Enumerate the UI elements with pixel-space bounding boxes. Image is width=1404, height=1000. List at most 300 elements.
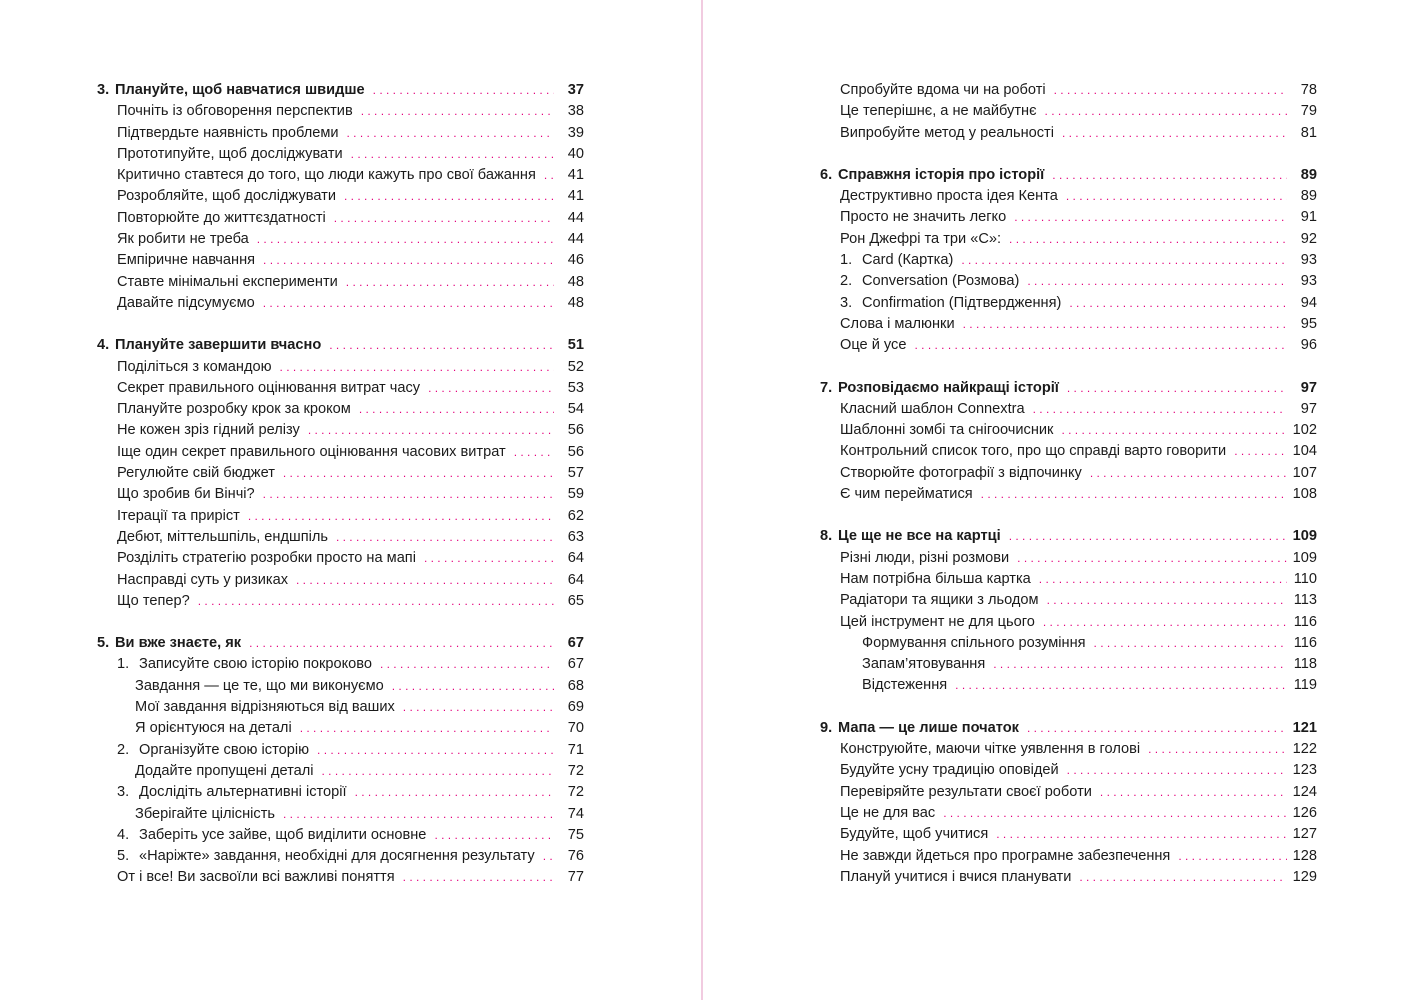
toc-entry <box>97 654 584 675</box>
leader-dots <box>355 782 554 803</box>
toc-chapter-entry <box>820 165 1317 186</box>
leader-dots <box>322 761 554 782</box>
page-number: 92 <box>1300 230 1317 247</box>
toc-entry <box>820 675 1317 696</box>
page-number: 128 <box>1292 847 1317 864</box>
entry-title: Нам потрібна більша картка <box>840 570 1031 587</box>
toc-entry <box>97 740 584 761</box>
page-number: 107 <box>1292 464 1317 481</box>
chapter-number: 5. <box>97 635 110 652</box>
leader-dots <box>283 463 554 484</box>
toc-chapter-entry <box>97 80 584 101</box>
leader-dots <box>993 654 1287 675</box>
page-number: 108 <box>1292 486 1317 503</box>
entry-title: «Наріжте» завдання, необхідні для досягнення результату <box>139 848 535 865</box>
entry-title: Випробуйте метод у реальності <box>840 124 1054 141</box>
leader-dots <box>263 250 554 271</box>
toc-entry <box>97 463 584 484</box>
toc-entry <box>97 846 584 867</box>
page-number: 121 <box>1292 719 1317 736</box>
page-number: 91 <box>1300 209 1317 226</box>
chapter-title: Справжня історія про історії <box>838 166 1045 183</box>
leader-dots <box>296 570 554 591</box>
toc-entry <box>820 271 1317 292</box>
toc-entry <box>820 101 1317 122</box>
toc-entry <box>97 506 584 527</box>
page-number: 97 <box>1300 379 1317 396</box>
entry-title: От і все! Ви засвоїли всі важливі поняття <box>117 869 395 886</box>
toc-entry <box>97 144 584 165</box>
leader-dots <box>514 442 554 463</box>
leader-dots <box>543 846 554 867</box>
toc-chapter-entry <box>97 335 584 356</box>
toc-chapter-group <box>820 378 1317 506</box>
page-number: 95 <box>1300 315 1317 332</box>
item-number: 3. <box>117 784 130 801</box>
page-number: 96 <box>1300 337 1317 354</box>
entry-title: Я орієнтуюся на деталі <box>135 720 292 737</box>
page-number: 64 <box>567 571 584 588</box>
toc-entry <box>820 80 1317 101</box>
leader-dots <box>329 335 554 356</box>
page-number: 124 <box>1292 783 1317 800</box>
entry-title: Відстеження <box>862 677 948 694</box>
page-number: 129 <box>1292 868 1317 885</box>
page-number: 109 <box>1292 549 1317 566</box>
entry-title: Класний шаблон Connextra <box>840 400 1025 417</box>
page-number: 37 <box>567 82 584 98</box>
entry-title: Ітерації та приріст <box>117 507 240 524</box>
page-number: 113 <box>1293 592 1317 609</box>
toc-entry <box>820 867 1317 888</box>
entry-title: Не завжди йдеться про програмне забезпечення <box>840 847 1171 864</box>
page-number: 104 <box>1292 443 1317 460</box>
leader-dots <box>283 804 554 825</box>
leader-dots <box>1009 229 1287 250</box>
leader-dots <box>1062 123 1287 144</box>
toc-entry <box>97 718 584 739</box>
page-number: 102 <box>1292 422 1317 439</box>
chapter-title: Плануйте, щоб навчатися швидше <box>115 82 365 98</box>
leader-dots <box>1079 867 1286 888</box>
leader-dots <box>981 484 1287 505</box>
leader-dots <box>428 378 554 399</box>
page-number: 81 <box>1300 124 1317 141</box>
chapter-title: Ви вже знаєте, як <box>115 635 242 652</box>
entry-title: Підтвердьте наявність проблеми <box>117 124 339 141</box>
page-number: 44 <box>567 231 584 248</box>
entry-title: Як робити не треба <box>117 231 249 248</box>
toc-entry <box>97 676 584 697</box>
page-number: 97 <box>1300 400 1317 417</box>
leader-dots <box>1027 718 1287 739</box>
page-number: 69 <box>567 699 584 716</box>
page-number: 64 <box>567 550 584 567</box>
leader-dots <box>1052 165 1287 186</box>
toc-entry <box>97 399 584 420</box>
entry-title: Перевіряйте результати своєї роботи <box>840 783 1092 800</box>
toc-chapter-group <box>820 718 1317 888</box>
page-number: 93 <box>1300 252 1317 269</box>
toc-chapter-group <box>97 80 584 314</box>
entry-title: Записуйте свою історію покроково <box>139 656 372 673</box>
page-number: 94 <box>1300 294 1317 311</box>
leader-dots <box>249 633 554 654</box>
page-number: 54 <box>567 401 584 418</box>
toc-entry <box>820 824 1317 845</box>
leader-dots <box>434 825 554 846</box>
toc-entry <box>97 761 584 782</box>
entry-title: Завдання — це те, що ми виконуємо <box>135 677 384 694</box>
toc-entry <box>820 484 1317 505</box>
entry-title: Деструктивно проста ідея Кента <box>840 188 1058 205</box>
toc-entry <box>97 101 584 122</box>
page-number: 110 <box>1293 570 1317 587</box>
toc-left-page <box>97 80 584 910</box>
leader-dots <box>198 591 554 612</box>
toc-entry <box>820 803 1317 824</box>
entry-title: Не кожен зріз гідний релізу <box>117 422 300 439</box>
leader-dots <box>317 740 554 761</box>
chapter-number: 4. <box>97 337 110 354</box>
page-number: 41 <box>567 167 584 184</box>
entry-title: Conversation (Розмова) <box>862 273 1020 290</box>
page-number: 122 <box>1292 741 1317 758</box>
item-number: 4. <box>117 826 130 843</box>
toc-entry <box>97 591 584 612</box>
leader-dots <box>1039 569 1287 590</box>
leader-dots <box>392 676 554 697</box>
toc-entry <box>97 229 584 250</box>
leader-dots <box>963 314 1287 335</box>
toc-entry <box>97 123 584 144</box>
page-number: 118 <box>1293 656 1317 673</box>
chapter-title: Розповідаємо найкращі історії <box>838 379 1059 396</box>
toc-entry <box>820 399 1317 420</box>
toc-entry <box>97 442 584 463</box>
entry-title: Формування спільного розуміння <box>862 634 1086 651</box>
page-number: 93 <box>1300 273 1317 290</box>
entry-title: Будуйте, щоб учитися <box>840 826 989 843</box>
entry-title: Різні люди, різні розмови <box>840 549 1010 566</box>
entry-title: Дебют, міттельшпіль, ендшпіль <box>117 528 328 545</box>
entry-title: Створюйте фотографії з відпочинку <box>840 464 1082 481</box>
entry-title: Confirmation (Підтвердження) <box>862 294 1062 311</box>
leader-dots <box>961 250 1287 271</box>
leader-dots <box>1045 101 1287 122</box>
page-number: 57 <box>567 465 584 482</box>
page-number: 53 <box>567 379 584 396</box>
leader-dots <box>1066 186 1287 207</box>
leader-dots <box>300 718 554 739</box>
toc-entry <box>97 484 584 505</box>
leader-dots <box>361 101 554 122</box>
page-number: 71 <box>567 741 584 758</box>
page-number: 126 <box>1292 804 1317 821</box>
item-number: 1. <box>117 656 130 673</box>
page-number: 41 <box>567 188 584 205</box>
page-number: 89 <box>1300 188 1317 205</box>
leader-dots <box>943 803 1286 824</box>
entry-title: Цей інструмент не для цього <box>840 613 1035 630</box>
page-number: 48 <box>567 273 584 290</box>
leader-dots <box>1033 399 1287 420</box>
entry-title: Дослідіть альтернативні історії <box>139 784 347 801</box>
toc-entry <box>820 229 1317 250</box>
entry-title: Секрет правильного оцінювання витрат часу <box>117 379 421 396</box>
entry-title: Давайте підсумуємо <box>117 294 255 311</box>
leader-dots <box>1100 782 1287 803</box>
chapter-number: 6. <box>820 166 833 183</box>
toc-entry <box>820 569 1317 590</box>
toc-chapter-group <box>97 335 584 612</box>
page-number: 63 <box>567 528 584 545</box>
leader-dots <box>351 144 554 165</box>
leader-dots <box>1069 293 1287 314</box>
page-number: 74 <box>567 805 584 822</box>
leader-dots <box>1047 590 1287 611</box>
page-number: 78 <box>1300 82 1317 98</box>
leader-dots <box>1067 378 1287 399</box>
entry-title: Мої завдання відрізняються від ваших <box>135 699 395 716</box>
entry-title: Поділіться з командою <box>117 358 272 375</box>
toc-entry <box>97 527 584 548</box>
page-number: 62 <box>567 507 584 524</box>
entry-title: Плануй учитися і вчися планувати <box>840 868 1072 885</box>
leader-dots <box>308 420 554 441</box>
toc-entry <box>97 208 584 229</box>
page-number: 77 <box>567 869 584 886</box>
toc-entry <box>820 250 1317 271</box>
entry-title: Оце й усе <box>840 337 907 354</box>
toc-entry <box>820 314 1317 335</box>
toc-entry <box>820 633 1317 654</box>
toc-entry <box>97 825 584 846</box>
page-number: 119 <box>1293 677 1317 694</box>
entry-title: Ставте мінімальні експерименти <box>117 273 338 290</box>
toc-entry <box>97 548 584 569</box>
entry-title: Слова і малюнки <box>840 315 955 332</box>
leader-dots <box>1043 612 1287 633</box>
page-number: 51 <box>567 337 584 354</box>
leader-dots <box>263 293 554 314</box>
entry-title: Є чим перейматися <box>840 486 973 503</box>
leader-dots <box>1017 548 1286 569</box>
toc-entry <box>820 760 1317 781</box>
toc-entry <box>97 867 584 888</box>
entry-title: Розділіть стратегію розробки просто на мапі <box>117 550 416 567</box>
leader-dots <box>914 335 1287 356</box>
chapter-number: 7. <box>820 379 833 396</box>
toc-entry <box>820 207 1317 228</box>
entry-title: Додайте пропущені деталі <box>135 762 314 779</box>
entry-title: Що зробив би Вінчі? <box>117 486 255 503</box>
leader-dots <box>280 357 554 378</box>
item-number: 2. <box>117 741 130 758</box>
leader-dots <box>1014 207 1287 228</box>
page-number: 127 <box>1292 826 1317 843</box>
entry-title: Прототипуйте, щоб досліджувати <box>117 145 343 162</box>
toc-entry <box>97 420 584 441</box>
entry-title: Організуйте свою історію <box>139 741 310 758</box>
leader-dots <box>248 506 554 527</box>
page-number: 56 <box>567 443 584 460</box>
entry-title: Заберіть усе зайве, щоб виділити основне <box>139 826 427 843</box>
item-number: 3. <box>840 294 853 311</box>
toc-entry <box>820 612 1317 633</box>
page-gutter <box>701 0 703 1000</box>
chapter-title: Це ще не все на картці <box>838 528 1001 545</box>
entry-title: Радіатори та ящики з льодом <box>840 592 1039 609</box>
leader-dots <box>344 186 554 207</box>
leader-dots <box>1067 760 1287 781</box>
toc-entry <box>820 463 1317 484</box>
toc-entry <box>820 123 1317 144</box>
toc-chapter-group <box>820 80 1317 144</box>
leader-dots <box>1027 271 1287 292</box>
page-number: 116 <box>1293 634 1317 651</box>
leader-dots <box>346 272 554 293</box>
entry-title: Рон Джефрі та три «С»: <box>840 230 1002 247</box>
item-number: 1. <box>840 252 853 269</box>
leader-dots <box>996 824 1286 845</box>
chapter-number: 9. <box>820 719 833 736</box>
leader-dots <box>1009 526 1287 547</box>
entry-title: Це не для вас <box>840 804 936 821</box>
toc-chapter-group <box>820 526 1317 696</box>
toc-entry <box>820 335 1317 356</box>
toc-entry <box>97 186 584 207</box>
entry-title: Просто не значить легко <box>840 209 1007 226</box>
toc-entry <box>97 697 584 718</box>
leader-dots <box>334 208 554 229</box>
page-number: 67 <box>567 656 584 673</box>
page-number: 109 <box>1292 528 1317 545</box>
leader-dots <box>1148 739 1287 760</box>
leader-dots <box>1094 633 1287 654</box>
toc-entry <box>97 272 584 293</box>
page-number: 52 <box>567 358 584 375</box>
toc-entry <box>97 804 584 825</box>
entry-title: Емпіричне навчання <box>117 252 256 269</box>
toc-entry <box>97 293 584 314</box>
entry-title: Іще один секрет правильного оцінювання часових витрат <box>117 443 506 460</box>
entry-title: Це теперішнє, а не майбутнє <box>840 103 1037 120</box>
leader-dots <box>380 654 554 675</box>
entry-title: Повторюйте до життєздатності <box>117 209 326 226</box>
entry-title: Плануйте розробку крок за кроком <box>117 401 351 418</box>
page-number: 76 <box>567 848 584 865</box>
toc-chapter-entry <box>820 378 1317 399</box>
toc-entry <box>820 186 1317 207</box>
entry-title: Card (Картка) <box>862 252 954 269</box>
toc-entry <box>820 782 1317 803</box>
page-number: 38 <box>567 103 584 120</box>
toc-entry <box>97 165 584 186</box>
entry-title: Критично ставтеся до того, що люди кажуть про свої бажання <box>117 167 536 184</box>
item-number: 2. <box>840 273 853 290</box>
toc-entry <box>820 590 1317 611</box>
toc-chapter-entry <box>820 526 1317 547</box>
leader-dots <box>424 548 554 569</box>
toc-entry <box>820 548 1317 569</box>
toc-entry <box>820 293 1317 314</box>
page-number: 39 <box>567 124 584 141</box>
entry-title: Зберігайте цілісність <box>135 805 275 822</box>
page-number: 123 <box>1292 762 1317 779</box>
chapter-number: 8. <box>820 528 833 545</box>
leader-dots <box>1234 441 1286 462</box>
leader-dots <box>263 484 554 505</box>
entry-title: Спробуйте вдома чи на роботі <box>840 82 1046 98</box>
page-number: 116 <box>1293 613 1317 630</box>
page-number: 56 <box>567 422 584 439</box>
page-number: 65 <box>567 592 584 609</box>
entry-title: Будуйте усну традицію оповідей <box>840 762 1059 779</box>
entry-title: Що тепер? <box>117 592 190 609</box>
page-number: 67 <box>567 635 584 652</box>
page-number: 59 <box>567 486 584 503</box>
toc-entry <box>97 357 584 378</box>
leader-dots <box>403 697 554 718</box>
leader-dots <box>1054 80 1287 101</box>
leader-dots <box>336 527 554 548</box>
entry-title: Розробляйте, щоб досліджувати <box>117 188 337 205</box>
toc-chapter-entry <box>820 718 1317 739</box>
leader-dots <box>544 165 554 186</box>
toc-entry <box>97 250 584 271</box>
toc-chapter-group <box>820 165 1317 357</box>
chapter-number: 3. <box>97 82 110 98</box>
leader-dots <box>347 123 554 144</box>
entry-title: Конструюйте, маючи чітке уявлення в голові <box>840 741 1141 758</box>
leader-dots <box>1061 420 1286 441</box>
entry-title: Шаблонні зомбі та снігоочисник <box>840 422 1054 439</box>
page-number: 72 <box>567 762 584 779</box>
leader-dots <box>1090 463 1287 484</box>
toc-entry <box>820 441 1317 462</box>
toc-entry <box>820 846 1317 867</box>
leader-dots <box>359 399 554 420</box>
entry-title: Регулюйте свій бюджет <box>117 465 275 482</box>
leader-dots <box>955 675 1287 696</box>
page-number: 46 <box>567 252 584 269</box>
page-number: 72 <box>567 784 584 801</box>
entry-title: Почніть із обговорення перспектив <box>117 103 353 120</box>
page-number: 89 <box>1300 166 1317 183</box>
toc-entry <box>820 654 1317 675</box>
toc-entry <box>97 570 584 591</box>
page-number: 44 <box>567 209 584 226</box>
toc-entry <box>820 739 1317 760</box>
entry-title: Запам’ятовування <box>862 656 986 673</box>
page-number: 68 <box>567 677 584 694</box>
item-number: 5. <box>117 848 130 865</box>
leader-dots <box>257 229 554 250</box>
page-number: 70 <box>567 720 584 737</box>
page-number: 75 <box>567 826 584 843</box>
page-number: 79 <box>1300 103 1317 120</box>
entry-title: Контрольний список того, про що справді варто говорити <box>840 443 1227 460</box>
toc-chapter-entry <box>97 633 584 654</box>
toc-right-page <box>820 80 1317 909</box>
entry-title: Насправді суть у ризиках <box>117 571 289 588</box>
leader-dots <box>403 867 554 888</box>
toc-entry <box>820 420 1317 441</box>
toc-chapter-group <box>97 633 584 889</box>
page-number: 40 <box>567 145 584 162</box>
toc-entry <box>97 378 584 399</box>
